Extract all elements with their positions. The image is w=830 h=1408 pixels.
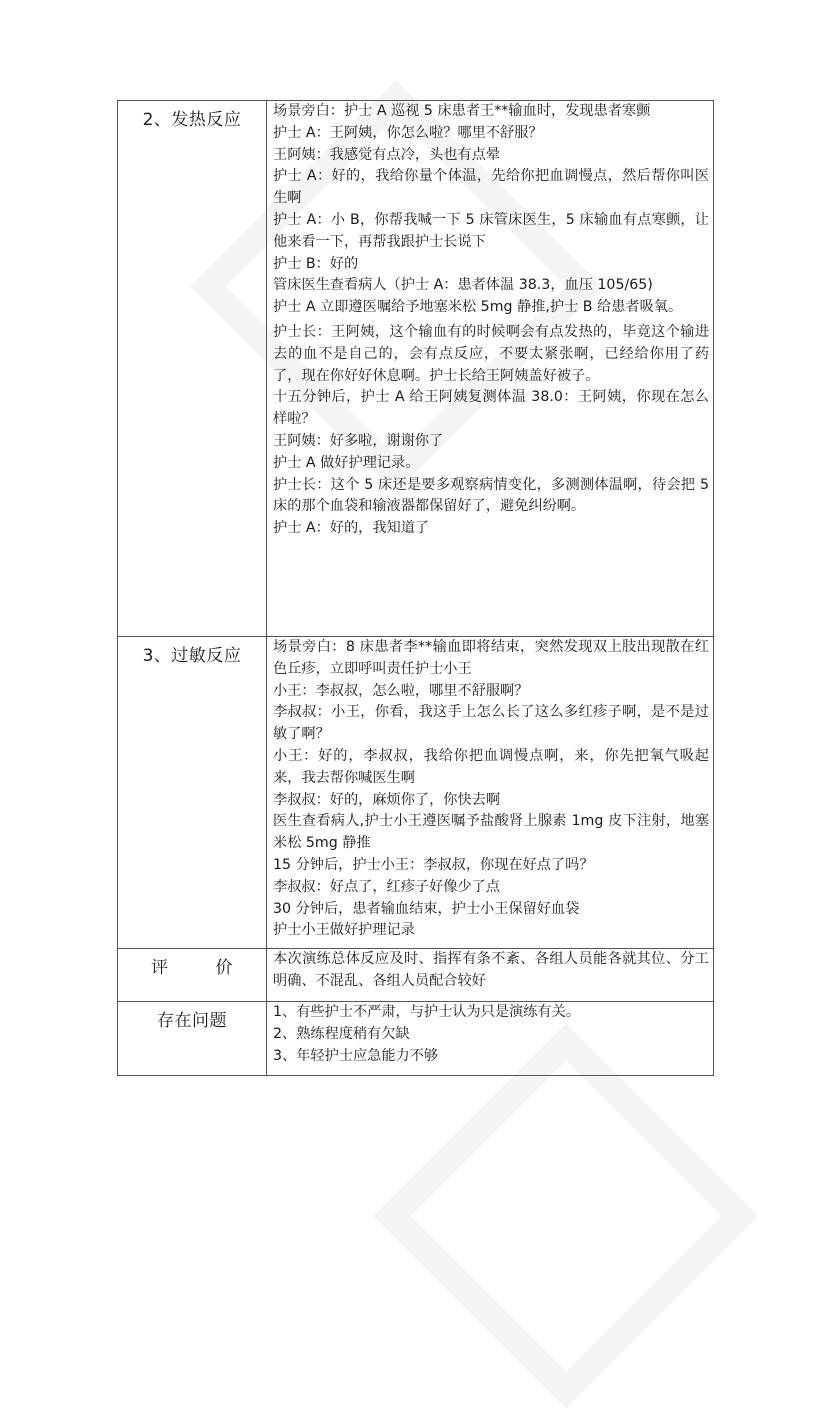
- script-line: 护士长：王阿姨，这个输血有的时候啊会有点发热的，毕竟这个输进去的血不是自己的，会有点反应，不要太紧张啊，已经给你用了药了，现在你好好休息啊。护士长给王阿姨盖好被子。: [273, 323, 709, 384]
- script-line: 医生查看病人,护士小王遵医嘱予盐酸肾上腺素 1mg 皮下注射，地塞米松 5mg 静推: [273, 813, 709, 852]
- table-row-existing-problems: [118, 1002, 714, 1076]
- script-line: 护士长：这个 5 床还是要多观察病情变化，多测测体温啊，待会把 5 床的那个血袋和输液器都保留好了，避免纠纷啊。: [273, 476, 709, 515]
- script-line: 十五分钟后，护士 A 给王阿姨复测体温 38.0：王阿姨，你现在怎么样啦？: [273, 389, 709, 428]
- label-char: 评: [151, 958, 169, 978]
- watermark-logo: [374, 1024, 759, 1408]
- script-line: 护士小王做好护理记录: [273, 922, 415, 939]
- scenario-fever-reaction: [267, 101, 714, 637]
- row-label-existing-problems: 存在问题: [118, 1002, 267, 1076]
- script-line: 30 分钟后，患者输血结束，护士小王保留好血袋: [273, 900, 580, 917]
- script-line: 护士 A 立即遵医嘱给予地塞米松 5mg 静推,护士 B 给患者吸氧。: [273, 299, 683, 316]
- evaluation-line: 本次演练总体反应及时、指挥有条不紊、各组人员能各就其位、分工明确、不混乱、各组人员配合较好: [273, 951, 709, 989]
- script-line: 护士 A：王阿姨，你怎么啦？哪里不舒服？: [273, 124, 543, 141]
- script-line: 场景旁白：护士 A 巡视 5 床患者王**输血时，发现患者寒颤: [273, 103, 651, 119]
- problem-item: 2、熟练程度稍有欠缺: [273, 1025, 410, 1042]
- script-line: 15 分钟后，护士小王：李叔叔，你现在好点了吗？: [273, 856, 594, 873]
- label-char: 价: [215, 958, 233, 978]
- problems-list: [267, 1002, 714, 1076]
- script-line: 王阿姨：我感觉有点冷，头也有点晕: [273, 146, 501, 163]
- evaluation-text: [267, 949, 714, 1002]
- script-line: 管床医生查看病人（护士 A：患者体温 38.3，血压 105/65): [273, 277, 653, 294]
- row-label-allergic-reaction: 3、过敏反应: [118, 637, 267, 949]
- row-label-fever-reaction: 2、发热反应: [118, 101, 267, 637]
- drill-record-table: [117, 100, 714, 1076]
- script-line: 护士 A：好的，我给你量个体温，先给你把血调慢点，然后帮你叫医生啊: [273, 168, 709, 207]
- script-line: 王阿姨：好多啦，谢谢你了: [273, 432, 444, 449]
- scenario-allergic-reaction: [267, 637, 714, 949]
- problem-item: 1、有些护士不严肃，与护士认为只是演练有关。: [273, 1004, 580, 1020]
- table-row-evaluation: [118, 949, 714, 1002]
- script-line: 场景旁白：8 床患者李**输血即将结束，突然发现双上肢出现散在红色丘疹，立即呼叫责任护士小王: [273, 639, 709, 677]
- script-line: 小王：好的，李叔叔，我给你把血调慢点啊，来，你先把氧气吸起来，我去帮你喊医生啊: [273, 747, 709, 786]
- script-line: 小王：李叔叔，怎么啦，哪里不舒服啊？: [273, 682, 529, 699]
- script-line: 李叔叔：好点了，红疹子好像少了点: [273, 878, 501, 895]
- script-line: 护士 A：好的，我知道了: [273, 520, 430, 537]
- row-label-evaluation: [118, 949, 267, 1002]
- script-line: 李叔叔：小王，你看，我这手上怎么长了这么多红疹子啊，是不是过敏了啊？: [273, 704, 709, 743]
- script-line: 李叔叔：好的，麻烦你了，你快去啊: [273, 791, 501, 808]
- problem-item: 3、年轻护士应急能力不够: [273, 1047, 439, 1064]
- script-line: 护士 B：好的: [273, 255, 359, 272]
- script-line: 护士 A：小 B，你帮我喊一下 5 床管床医生，5 床输血有点寒颤，让他来看一下，再帮我跟护士长说下: [273, 211, 709, 250]
- script-line: 护士 A 做好护理记录。: [273, 454, 420, 471]
- table-row-allergic-reaction: [118, 637, 714, 949]
- table-row-fever-reaction: [118, 101, 714, 637]
